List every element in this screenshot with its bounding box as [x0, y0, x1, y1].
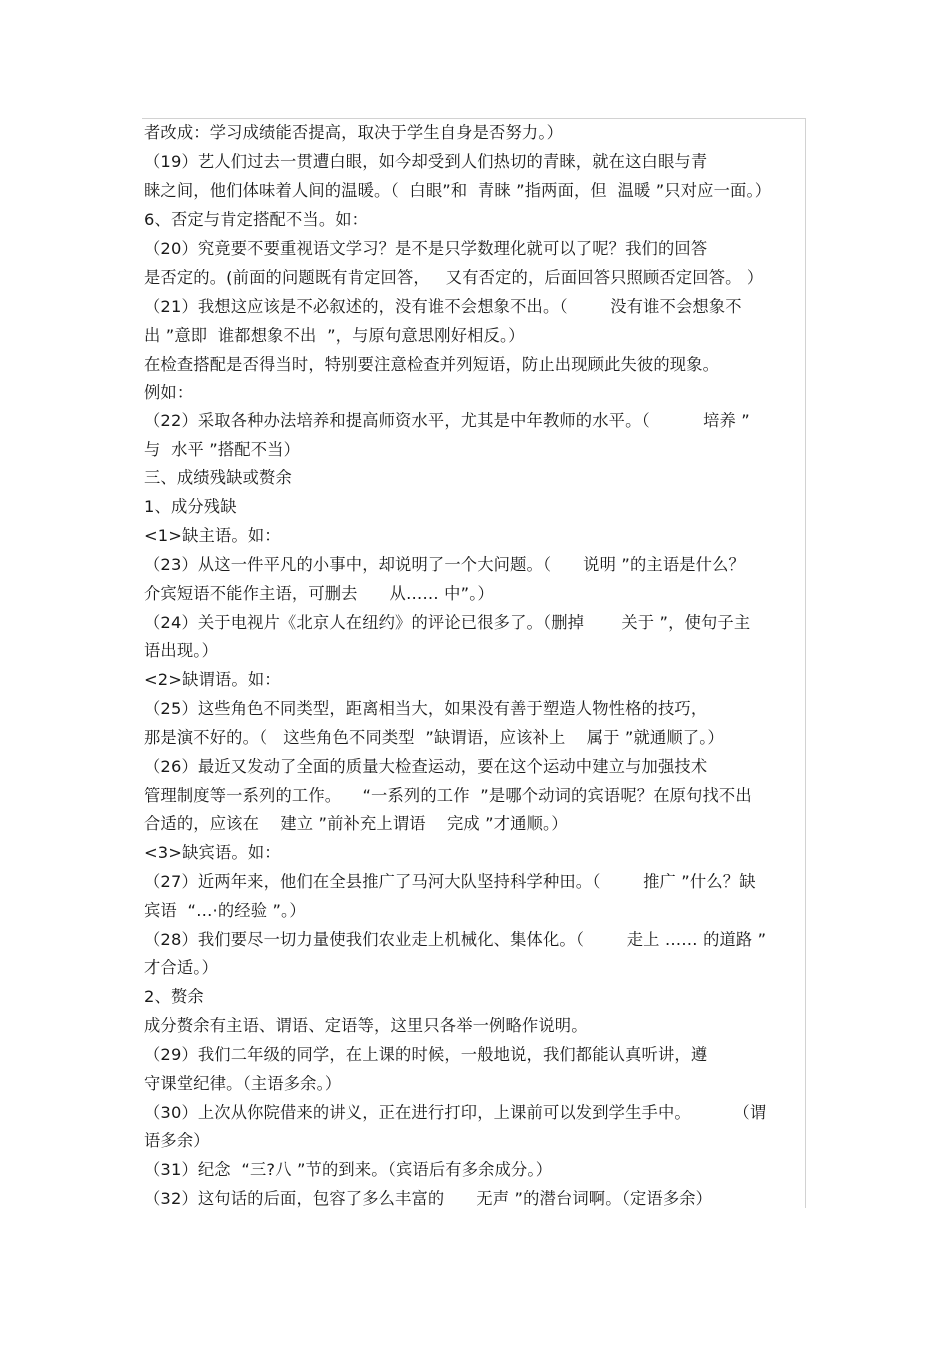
text-line: 语多余） [144, 1131, 210, 1150]
text-line: 介宾短语不能作主语，可删去 从…… 中”。） [144, 584, 494, 603]
text-line: 睐之间，他们体味着人间的温暖。（ 白眼”和 青睐 ”指两面，但 温暖 ”只对应一面。） [144, 181, 772, 200]
text-line: 才合适。） [144, 958, 219, 977]
text-line: （23）从这一件平凡的小事中，却说明了一个大问题。（ 说明 ”的主语是什么？ [144, 555, 745, 574]
text-line: 6、否定与肯定搭配不当。如： [144, 210, 369, 229]
text-line: （22）采取各种办法培养和提高师资水平，尤其是中年教师的水平。（ 培养 ” [144, 411, 750, 430]
text-line: 语出现。） [144, 641, 219, 660]
text-line: 在检查搭配是否得当时，特别要注意检查并列短语，防止出现顾此失彼的现象。 [144, 355, 720, 374]
text-line: 成分赘余有主语、谓语、定语等，这里只各举一例略作说明。 [144, 1016, 588, 1035]
text-line: 宾语 “…·的经验 ”。） [144, 901, 306, 920]
text-line: （27）近两年来，他们在全县推广了马河大队坚持科学种田。（ 推广 ”什么？缺 [144, 872, 756, 891]
text-line: （31）纪念 “三?八 ”节的到来。（宾语后有多余成分。） [144, 1160, 553, 1179]
text-line: （26）最近又发动了全面的质量大检查运动，要在这个运动中建立与加强技术 [144, 757, 708, 776]
text-line: （28）我们要尽一切力量使我们农业走上机械化、集体化。（ 走上 …… 的道路 ” [144, 930, 767, 949]
text-line: 是否定的。(前面的问题既有肯定回答， 又有否定的，后面回答只照顾否定回答。 ） [144, 268, 764, 287]
subsection-heading: 1、成分残缺 [144, 497, 237, 516]
text-line: （29）我们二年级的同学，在上课的时候，一般地说，我们都能认真听讲，遵 [144, 1045, 708, 1064]
text-line: 合适的，应该在 建立 ”前补充上谓语 完成 ”才通顺。） [144, 814, 568, 833]
text-line: （19）艺人们过去一贯遭白眼，如今却受到人们热切的青睐，就在这白眼与青 [144, 152, 708, 171]
text-line: <2>缺谓语。如： [144, 670, 281, 689]
text-line: 那是演不好的。（ 这些角色不同类型 ”缺谓语，应该补上 属于 ”就通顺了。） [144, 728, 724, 747]
text-line: <3>缺宾语。如： [144, 843, 281, 862]
text-line: 守课堂纪律。（主语多余。） [144, 1074, 342, 1093]
text-line: （25）这些角色不同类型，距离相当大，如果没有善于塑造人物性格的技巧， [144, 699, 708, 718]
text-line: （32）这句话的后面，包容了多么丰富的 无声 ”的潜台词啊。（定语多余） [144, 1189, 713, 1208]
text-line: <1>缺主语。如： [144, 526, 281, 545]
text-line: （30）上次从你院借来的讲义，正在进行打印，上课前可以发到学生手中。 （谓 [144, 1103, 767, 1122]
text-line: （20）究竟要不要重视语文学习？是不是只学数理化就可以了呢？我们的回答 [144, 239, 708, 258]
text-line: 与 水平 ”搭配不当） [144, 440, 301, 459]
text-line: 例如： [144, 383, 194, 402]
text-line: （24）关于电视片《北京人在纽约》的评论已很多了。（删掉 关于 ”，使句子主 [144, 613, 751, 632]
text-line: 管理制度等一系列的工作。 “一系列的工作 ”是哪个动词的宾语呢？在原句找不出 [144, 786, 752, 805]
text-line: 出 ”意即 谁都想象不出 ”，与原句意思刚好相反。） [144, 326, 525, 345]
text-line: 者改成：学习成绩能否提高，取决于学生自身是否努力。） [144, 123, 564, 142]
text-line: （21）我想这应该是不必叙述的，没有谁不会想象不出。（ 没有谁不会想象不 [144, 297, 742, 316]
section-heading: 三、成绩残缺或赘余 [144, 468, 292, 487]
subsection-heading: 2、赘余 [144, 987, 204, 1006]
